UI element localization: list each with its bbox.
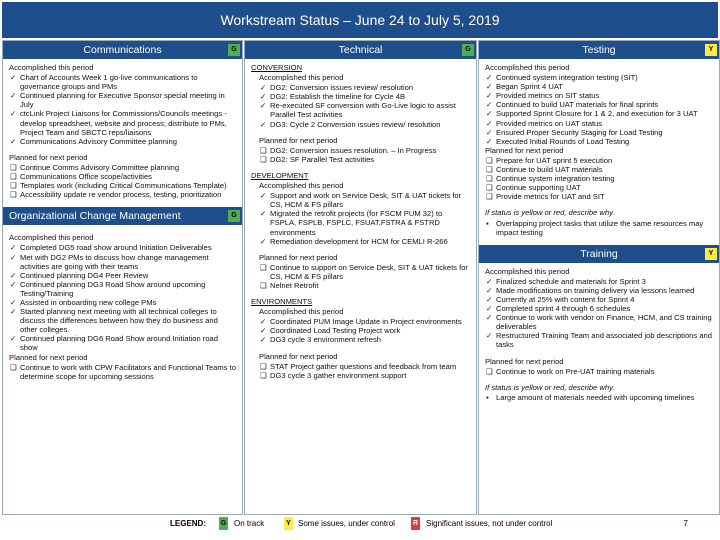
training-planned-list — [485, 367, 713, 376]
legend-yellow-text: Some issues, under control — [298, 519, 395, 528]
list-item-text: DG2: Establish the timeline for Cycle 4B — [270, 92, 406, 102]
list-item-text: Continued planning DG4 Peer Review — [20, 270, 149, 280]
bullet-icon: ▪ — [486, 218, 489, 228]
testing-header — [479, 41, 719, 59]
list-item — [9, 334, 236, 352]
list-item-text: Supported Sprint Closure for 1 & 2, and execution for 3 UAT — [496, 109, 698, 119]
list-item-text: Continue to support on Service Desk, SIT & UAT tickets for CS, HCM & FS pillars — [270, 262, 468, 281]
environments-title: ENVIRONMENTS — [251, 297, 313, 307]
conversion-accomplished-list — [259, 83, 470, 128]
list-item — [485, 128, 713, 137]
list-item-text: DG3 cycle 3 environment refresh — [270, 335, 381, 345]
status-why-title: If status is yellow or red, describe why. — [485, 208, 615, 218]
accomplished-title: Accomplished this period — [485, 266, 570, 276]
check-icon: ✓ — [260, 101, 267, 111]
list-item-text: Overlapping project tasks that utilize the same resources may impact testing — [496, 218, 704, 237]
list-item-text: Continue Comms Advisory Committee planning — [20, 162, 180, 172]
check-icon: ✓ — [10, 73, 17, 83]
technical-title: Technical — [338, 44, 383, 56]
list-item — [9, 243, 236, 252]
list-item-text: Finalized schedule and materials for Sprint 3 — [496, 276, 646, 286]
list-item-text: Continue to work on Pre-UAT training materials — [496, 366, 655, 376]
list-item-text: Prepare for UAT sprint 5 execution — [496, 155, 613, 165]
list-item-text: Completed sprint 4 through 6 schedules — [496, 304, 631, 314]
testing-planned-list — [485, 156, 713, 201]
testing-body — [479, 59, 719, 237]
check-icon: ✓ — [10, 270, 17, 280]
list-item — [485, 277, 713, 286]
ocm-body — [3, 225, 242, 381]
list-item — [485, 219, 713, 237]
testing-why-list — [485, 219, 713, 237]
legend-green-badge: G — [219, 517, 228, 530]
check-icon: ✓ — [260, 191, 267, 201]
list-item — [259, 146, 470, 155]
communications-title: Communications — [83, 44, 162, 56]
checkbox-icon: ❑ — [10, 190, 17, 200]
list-item — [259, 83, 470, 92]
left-column — [2, 40, 243, 515]
list-item — [485, 331, 713, 349]
list-item-text: Migrated the retrofit projects (for FSCM PUM 32) to FSPLA, FSPLB, FSPLC, FSUAT,FSTRA & FSTRD environments — [270, 209, 443, 237]
checkbox-icon: ❑ — [260, 262, 267, 272]
list-item — [9, 363, 236, 381]
check-icon: ✓ — [260, 326, 267, 336]
list-item-text: Continued planning for Executive Sponsor special meeting in July — [20, 91, 225, 110]
planned-title: Planned for next period — [485, 356, 564, 366]
page-number: 7 — [683, 519, 688, 528]
checkbox-icon: ❑ — [260, 154, 267, 164]
legend-red-text: Significant issues, not under control — [426, 519, 553, 528]
check-icon: ✓ — [486, 127, 493, 137]
check-icon: ✓ — [10, 243, 17, 253]
list-item — [485, 100, 713, 109]
list-item-text: Executed Initial Rounds of Load Testing — [496, 136, 630, 146]
list-item — [485, 91, 713, 100]
list-item — [485, 119, 713, 128]
list-item-text: ctcLink Project Liaisons for Commissions/Councils meetings - develop spreadsheet, website and process; distribute to PMs, Project Team and SBCTC reps/liaisons — [20, 109, 227, 137]
technical-body — [245, 59, 476, 380]
list-item-text: Continue system integration testing — [496, 174, 615, 184]
list-item-text: Completed DG5 road show around Initiation Deliverables — [20, 243, 212, 253]
training-status-badge: Y — [705, 248, 717, 260]
list-item-text: Continued to build UAT materials for final sprints — [496, 100, 659, 110]
list-item-text: Communications Advisory Committee planning — [20, 136, 178, 146]
check-icon: ✓ — [486, 73, 493, 83]
communications-header — [3, 41, 242, 59]
list-item-text: Ensured Proper Security Staging for Load Testing — [496, 127, 663, 137]
ocm-planned-list — [9, 363, 236, 381]
training-why-list — [485, 393, 713, 402]
check-icon: ✓ — [260, 119, 267, 129]
check-icon: ✓ — [486, 304, 493, 314]
check-icon: ✓ — [486, 136, 493, 146]
checkbox-icon: ❑ — [486, 366, 493, 376]
list-item — [9, 280, 236, 298]
list-item — [9, 91, 236, 109]
list-item-text: Currently at 25% with content for Sprint 4 — [496, 294, 635, 304]
list-item — [9, 73, 236, 91]
list-item — [485, 82, 713, 91]
checkbox-icon: ❑ — [486, 155, 493, 165]
check-icon: ✓ — [486, 285, 493, 295]
list-item-text: Continued planning DG3 Road Show around upcoming Testing/Training — [20, 279, 206, 298]
list-item — [9, 137, 236, 146]
check-icon: ✓ — [260, 317, 267, 327]
development-planned-list — [259, 263, 470, 290]
list-item — [259, 317, 470, 326]
legend — [0, 515, 720, 540]
check-icon: ✓ — [10, 279, 17, 289]
list-item — [485, 286, 713, 295]
check-icon: ✓ — [486, 82, 493, 92]
page-title: Workstream Status – June 24 to July 5, 2019 — [2, 2, 718, 38]
ocm-header — [3, 207, 242, 225]
list-item-text: Assisted in onboarding new college PMs — [20, 297, 157, 307]
list-item-text: DG2: SF Parallel Test activities — [270, 154, 375, 164]
list-item-text: Continued planning DG6 Road Show around Initiation road show — [20, 334, 218, 353]
list-item-text: Began Sprint 4 UAT — [496, 82, 563, 92]
list-item-text: DG3 cycle 3 gather environment support — [270, 370, 407, 380]
checkbox-icon: ❑ — [486, 192, 493, 202]
list-item — [9, 253, 236, 271]
list-item — [9, 190, 236, 199]
list-item-text: Coordinated Load Testing Project work — [270, 326, 401, 336]
check-icon: ✓ — [486, 100, 493, 110]
check-icon: ✓ — [260, 335, 267, 345]
list-item — [259, 237, 470, 246]
list-item-text: Continue to work with vendor on Finance, HCM, and CS training deliverables — [496, 313, 712, 332]
environments-planned-list — [259, 362, 470, 380]
check-icon: ✓ — [486, 276, 493, 286]
list-item — [259, 371, 470, 380]
accomplished-title: Accomplished this period — [259, 181, 344, 191]
accomplished-title: Accomplished this period — [259, 73, 344, 83]
list-item — [259, 281, 470, 290]
list-item — [485, 156, 713, 165]
list-item-text: Chart of Accounts Week 1 go-live communications to governance groups and PMs — [20, 73, 198, 92]
list-item-text: Started planning next meeting with all technical colleges to discuss the differences between how they do business and other colleges. — [20, 307, 218, 335]
check-icon: ✓ — [10, 307, 17, 317]
list-item-text: Continued system integration testing (SIT) — [496, 73, 638, 83]
list-item-text: Communications Office scope/activities — [20, 172, 152, 182]
ocm-status-badge: G — [228, 210, 240, 222]
check-icon: ✓ — [260, 83, 267, 93]
ocm-title: Organizational Change Management — [9, 210, 181, 223]
list-item-text: Restructured Training Team and associated job descriptions and tasks — [496, 331, 712, 350]
checkbox-icon: ❑ — [260, 370, 267, 380]
accomplished-title: Accomplished this period — [485, 63, 570, 72]
status-why-title: If status is yellow or red, describe why. — [485, 382, 615, 392]
checkbox-icon: ❑ — [10, 181, 17, 191]
checkbox-icon: ❑ — [10, 162, 17, 172]
list-item — [9, 163, 236, 172]
list-item — [485, 174, 713, 183]
list-item-text: Made modifications on training delivery via lessons learned — [496, 285, 695, 295]
check-icon: ✓ — [260, 92, 267, 102]
legend-green-text: On track — [234, 519, 265, 528]
list-item — [259, 120, 470, 129]
planned-title: Planned for next period — [485, 145, 564, 155]
list-item — [485, 393, 713, 402]
testing-title: Testing — [582, 44, 616, 56]
list-item — [485, 109, 713, 118]
training-body — [479, 263, 719, 402]
list-item — [485, 295, 713, 304]
conversion-title: CONVERSION — [251, 63, 303, 72]
check-icon: ✓ — [486, 313, 493, 323]
list-item — [9, 109, 236, 136]
list-item-text: Continue to build UAT materials — [496, 165, 603, 175]
list-item-text: Met with DG2 PMs to discuss how change management activities are going with their teams — [20, 252, 209, 271]
list-item — [259, 263, 470, 281]
list-item-text: Remediation development for HCM for CEMLI R-266 — [270, 236, 448, 246]
communications-planned-list — [9, 163, 236, 199]
technical-header — [245, 41, 476, 59]
training-accomplished-list — [485, 277, 713, 350]
list-item-text: Re-executed SF conversion with Go-Live logic to assist Parallel Test activities — [270, 101, 456, 120]
check-icon: ✓ — [10, 297, 17, 307]
list-item — [259, 101, 470, 119]
list-item-text: Accessibility update re vendor process, testing, prioritization — [20, 190, 222, 200]
check-icon: ✓ — [10, 334, 17, 344]
list-item — [485, 183, 713, 192]
bullet-icon: ▪ — [486, 392, 489, 402]
communications-body — [3, 59, 242, 199]
check-icon: ✓ — [486, 109, 493, 119]
list-item-text: Templates work (including Critical Communications Template) — [20, 181, 227, 191]
check-icon: ✓ — [10, 91, 17, 101]
checkbox-icon: ❑ — [10, 362, 17, 372]
legend-label: LEGEND: — [170, 519, 206, 528]
planned-title: Planned for next period — [259, 135, 338, 145]
list-item-text: Provided metrics on SIT status — [496, 91, 600, 101]
middle-column — [244, 40, 477, 515]
list-item-text: Support and work on Service Desk, SIT & UAT tickets for CS, HCM & FS pillars — [270, 191, 462, 210]
check-icon: ✓ — [486, 91, 493, 101]
list-item-text: Provided metrics on UAT status — [496, 118, 603, 128]
planned-title: Planned for next period — [9, 152, 88, 162]
list-item — [9, 271, 236, 280]
list-item — [485, 367, 713, 376]
ocm-accomplished-list — [9, 243, 236, 352]
check-icon: ✓ — [260, 209, 267, 219]
list-item — [259, 209, 470, 236]
list-item-text: Nelnet Retrofit — [270, 280, 319, 290]
list-item-text: Provide metrics for UAT and SIT — [496, 192, 605, 202]
legend-red-badge: R — [411, 517, 420, 530]
list-item — [259, 335, 470, 344]
testing-accomplished-list — [485, 73, 713, 146]
list-item — [9, 307, 236, 334]
development-accomplished-list — [259, 191, 470, 246]
check-icon: ✓ — [10, 136, 17, 146]
checkbox-icon: ❑ — [10, 172, 17, 182]
communications-status-badge: G — [228, 44, 240, 56]
list-item — [9, 172, 236, 181]
list-item-text: Continue to work with CPW Facilitators and Functional Teams to determine scope for upcoming sessions — [20, 362, 236, 381]
communications-accomplished-list — [9, 73, 236, 146]
list-item — [259, 362, 470, 371]
accomplished-title: Accomplished this period — [9, 233, 94, 243]
checkbox-icon: ❑ — [486, 183, 493, 193]
list-item — [485, 73, 713, 82]
list-item-text: DG2: Conversion issues review/ resolution — [270, 83, 414, 93]
right-column — [478, 40, 720, 515]
list-item — [259, 92, 470, 101]
list-item — [259, 155, 470, 164]
list-item — [9, 298, 236, 307]
check-icon: ✓ — [486, 294, 493, 304]
checkbox-icon: ❑ — [486, 174, 493, 184]
list-item-text: DG2: Conversion issues resolution. – In Progress — [270, 145, 437, 155]
list-item-text: STAT Project gather questions and feedback from team — [270, 361, 457, 371]
list-item — [485, 192, 713, 201]
list-item — [9, 181, 236, 190]
list-item — [485, 137, 713, 146]
accomplished-title: Accomplished this period — [259, 307, 344, 317]
list-item — [485, 304, 713, 313]
list-item-text: Large amount of materials needed with upcoming timelines — [496, 392, 695, 402]
checkbox-icon: ❑ — [260, 145, 267, 155]
list-item-text: Coordinated PUM Image Update in Project environments — [270, 317, 462, 327]
training-header — [479, 245, 719, 263]
list-item — [485, 165, 713, 174]
check-icon: ✓ — [486, 331, 493, 341]
checkbox-icon: ❑ — [486, 165, 493, 175]
planned-title: Planned for next period — [259, 351, 338, 361]
legend-yellow-badge: Y — [284, 517, 293, 530]
list-item — [259, 191, 470, 209]
testing-status-badge: Y — [705, 44, 717, 56]
environments-accomplished-list — [259, 317, 470, 344]
list-item-text: DG3: Cycle 2 Conversion issues review/ resolution — [270, 119, 441, 129]
check-icon: ✓ — [10, 109, 17, 119]
development-title: DEVELOPMENT — [251, 170, 309, 180]
conversion-planned-list — [259, 146, 470, 164]
checkbox-icon: ❑ — [260, 280, 267, 290]
technical-status-badge: G — [462, 44, 474, 56]
checkbox-icon: ❑ — [260, 361, 267, 371]
training-title: Training — [580, 247, 618, 260]
list-item-text: Continue supporting UAT — [496, 183, 581, 193]
planned-title: Planned for next period — [9, 352, 88, 362]
list-item — [485, 313, 713, 331]
accomplished-title: Accomplished this period — [9, 63, 94, 72]
planned-title: Planned for next period — [259, 252, 338, 262]
list-item — [259, 326, 470, 335]
check-icon: ✓ — [486, 118, 493, 128]
check-icon: ✓ — [10, 252, 17, 262]
check-icon: ✓ — [260, 236, 267, 246]
